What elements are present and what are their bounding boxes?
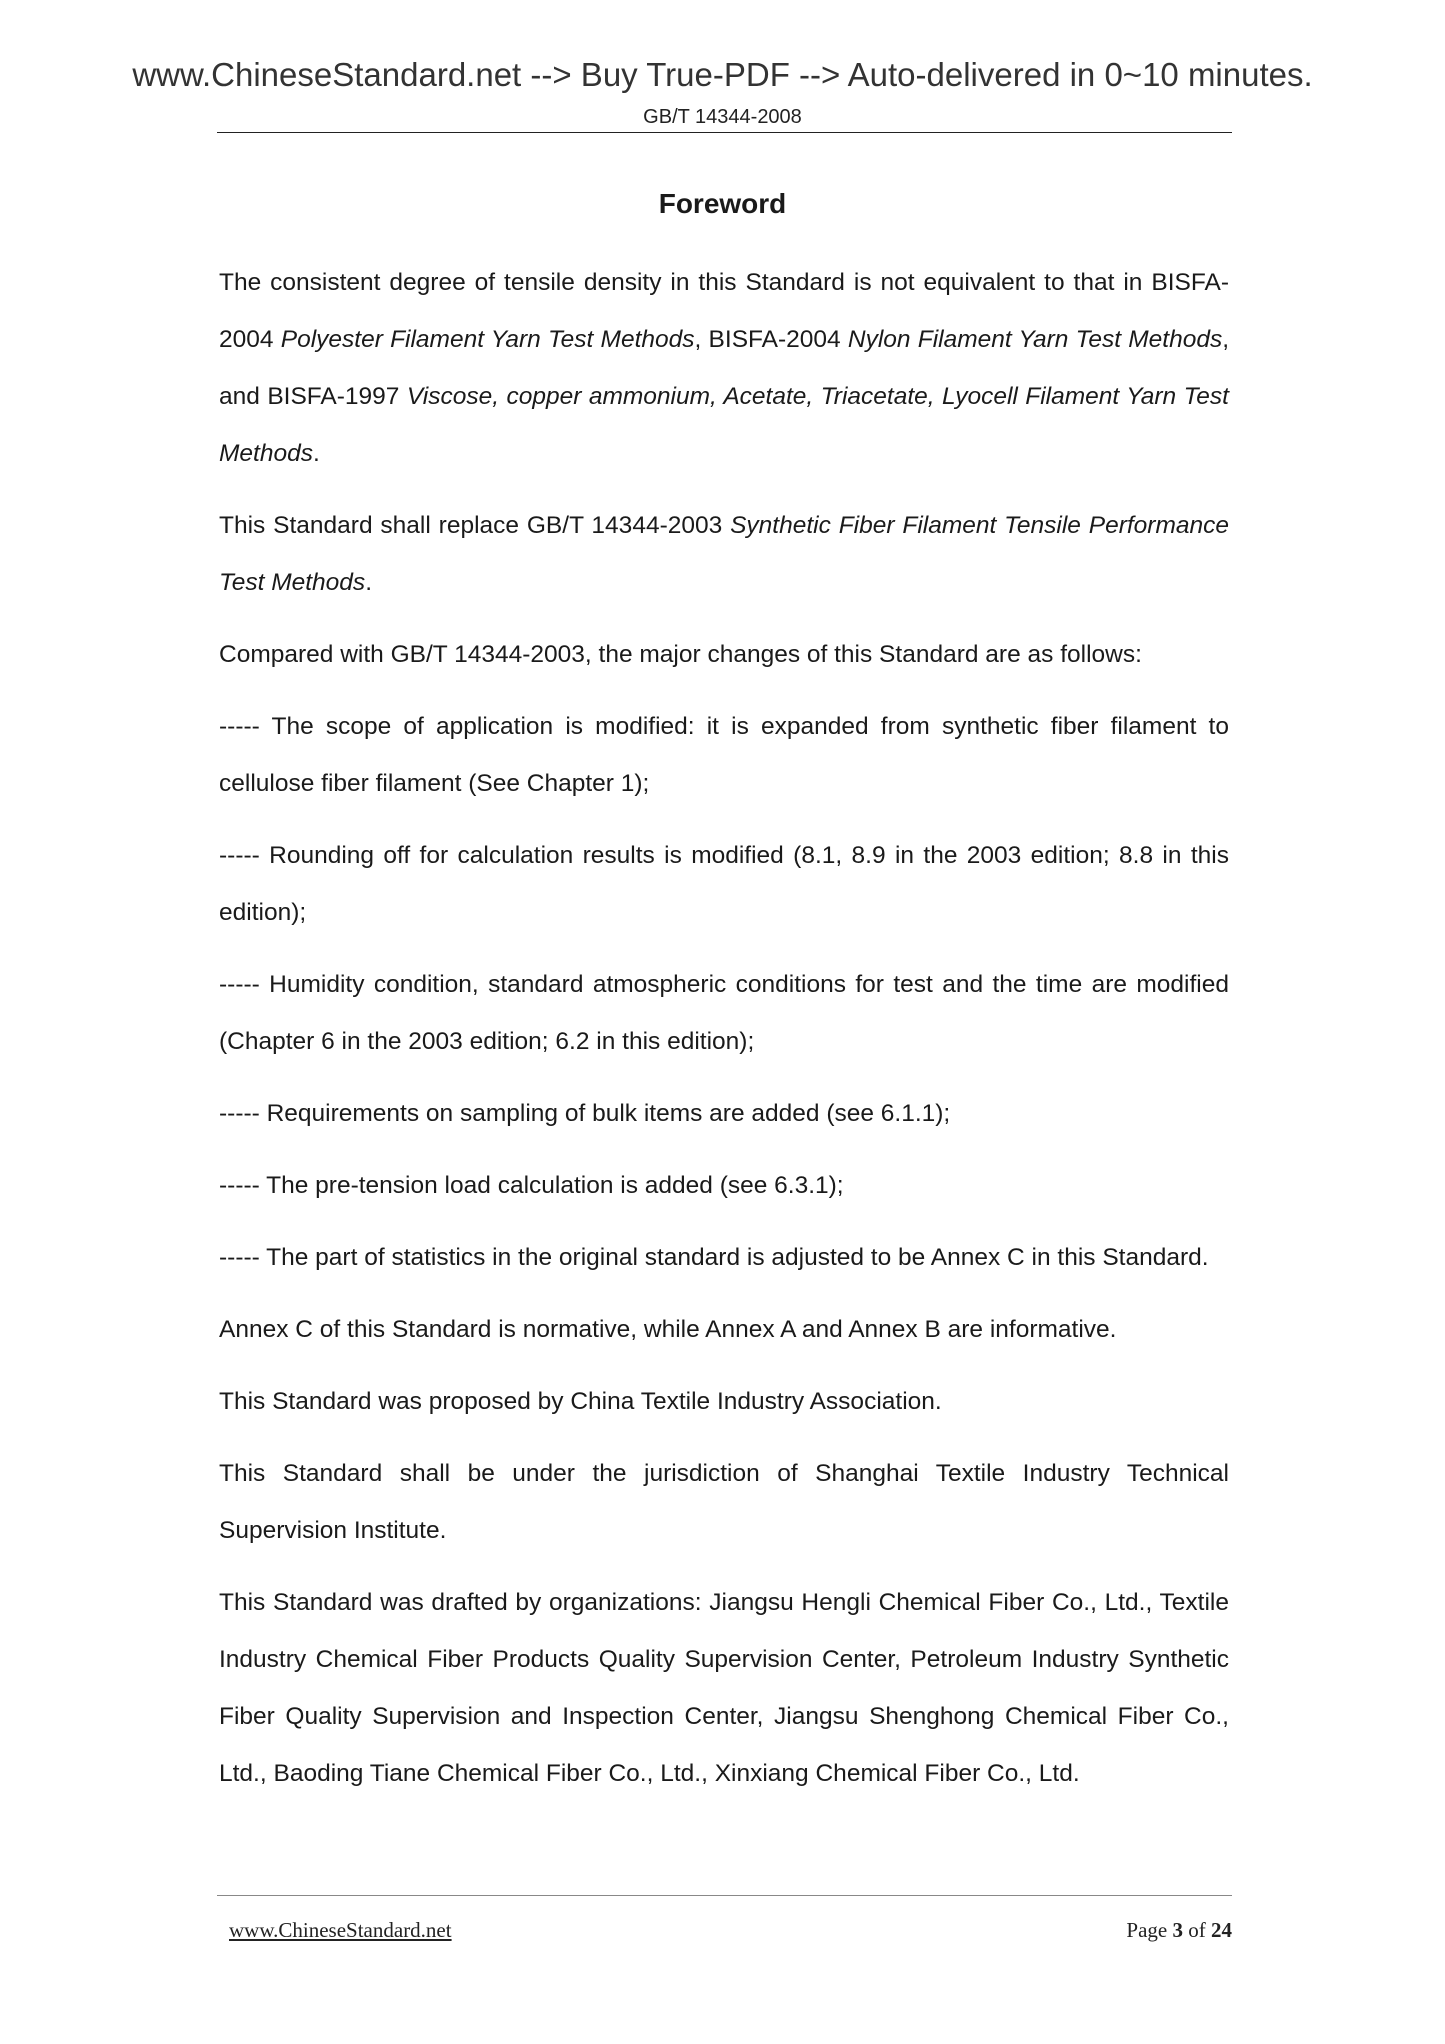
paragraph-text: The consistent degree of tensile density in this Standard is not equivalent to that in BISFA-2004 xyxy=(219,269,1229,353)
paragraph-text: . xyxy=(365,569,372,596)
standard-title-italic: Polyester Filament Yarn Test Methods xyxy=(280,326,695,353)
paragraph-changes-intro: Compared with GB/T 14344-2003, the major changes of this Standard are as follows: xyxy=(219,641,1142,668)
page-number xyxy=(1126,1918,1232,1943)
paragraph-drafted: This Standard was drafted by organizations: Jiangsu Hengli Chemical Fiber Co., Ltd., Textile Industry Chemical Fiber Products Quality Supervision Center, Petroleum Industry Synthetic Fiber Quality Supervision and Inspection Center, Jiangsu Shenghong Chemical Fiber Co., Ltd., Baoding Tiane Chemical Fiber Co., Ltd., Xinxiang Chemical Fiber Co., Ltd. xyxy=(219,1589,1229,1787)
document-body xyxy=(219,254,1229,1817)
standard-title-italic: Synthetic Fiber Filament Tensile Performance Test Methods xyxy=(219,512,1229,596)
page-title: Foreword xyxy=(658,188,787,219)
page-of-label: of xyxy=(1183,1918,1211,1942)
change-item: ----- Requirements on sampling of bulk items are added (see 6.1.1); xyxy=(219,1100,951,1127)
paragraph-annex: Annex C of this Standard is normative, while Annex A and Annex B are informative. xyxy=(219,1316,1117,1343)
paragraph-replace xyxy=(219,497,1229,611)
paragraph-text: This Standard shall replace GB/T 14344-2003 xyxy=(219,512,731,539)
paragraph-equivalence xyxy=(219,254,1229,482)
total-pages: 24 xyxy=(1211,1918,1232,1942)
change-item: ----- Humidity condition, standard atmospheric conditions for test and the time are modified (Chapter 6 in the 2003 edition; 6.2 in this edition); xyxy=(219,971,1229,1055)
header-divider xyxy=(217,132,1232,133)
paragraph-proposed: This Standard was proposed by China Textile Industry Association. xyxy=(219,1388,942,1415)
standard-title-italic: Viscose, copper ammonium, Acetate, Triacetate, Lyocell Filament Yarn Test Methods xyxy=(219,383,1229,467)
paragraph-text: , BISFA-2004 xyxy=(694,326,848,353)
footer-divider xyxy=(217,1895,1232,1896)
change-item: ----- The scope of application is modified: it is expanded from synthetic fiber filament to cellulose fiber filament (See Chapter 1); xyxy=(219,713,1229,797)
paragraph-jurisdiction: This Standard shall be under the jurisdiction of Shanghai Textile Industry Technical Supervision Institute. xyxy=(219,1460,1229,1544)
current-page: 3 xyxy=(1172,1918,1183,1942)
page-label: Page xyxy=(1126,1918,1173,1942)
change-item: ----- The pre-tension load calculation is added (see 6.3.1); xyxy=(219,1172,844,1199)
standard-title-italic: Nylon Filament Yarn Test Methods xyxy=(847,326,1223,353)
paragraph-text: , and BISFA-1997 xyxy=(219,326,1230,410)
top-banner[interactable]: www.ChineseStandard.net --> Buy True-PDF --> Auto-delivered in 0~10 minutes. xyxy=(132,56,1313,93)
change-item: ----- Rounding off for calculation results is modified (8.1, 8.9 in the 2003 edition; 8.8 in this edition); xyxy=(219,842,1229,926)
standard-code: GB/T 14344-2008 xyxy=(643,106,802,128)
paragraph-text: . xyxy=(312,440,320,467)
footer-website-link[interactable]: www.ChineseStandard.net xyxy=(229,1918,452,1942)
change-item: ----- The part of statistics in the original standard is adjusted to be Annex C in this Standard. xyxy=(219,1244,1209,1271)
